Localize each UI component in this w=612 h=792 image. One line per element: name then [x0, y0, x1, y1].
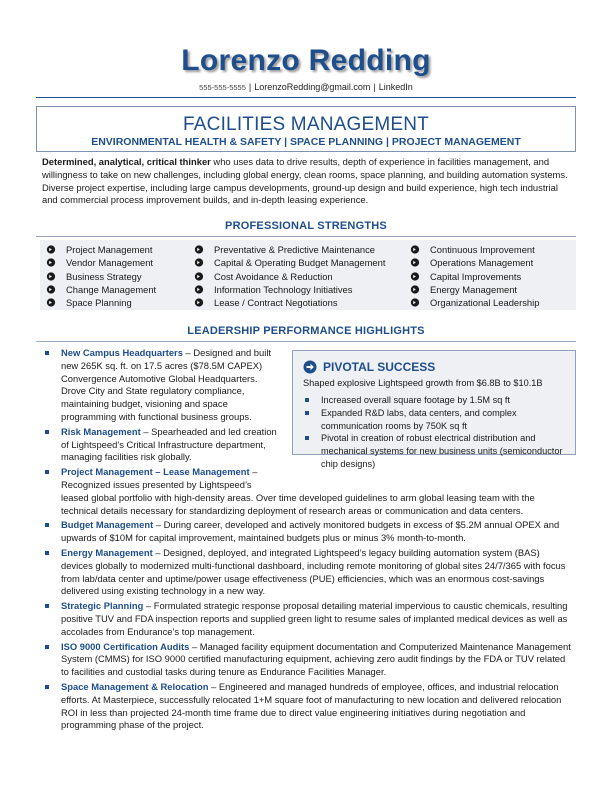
summary-lead: Determined, analytical, critical thinker	[42, 156, 211, 167]
summary-text: who uses data to drive results, depth of experience in facilities management, and willingness to take on new challenges, including global energy, clean rooms, space planning, and building automation systems. Diverse project expertise, including large campus developments, ground-up design and build experience, high tech industrial and commercial process improvement builds, and in-depth leasing experience.	[42, 156, 568, 206]
contact-separator: |	[248, 82, 252, 92]
arrow-circle-right-icon	[410, 258, 420, 267]
arrow-circle-right-icon	[194, 272, 204, 281]
square-bullet-icon	[45, 351, 49, 355]
strength-label: Change Management	[66, 283, 157, 295]
strength-label: Organizational Leadership	[430, 297, 540, 309]
pivotal-bullet-text: Pivotal in creation of robust electrical distribution and mechanical systems for new business units (semiconductor chip designs)	[321, 433, 563, 469]
highlight-item	[44, 681, 574, 732]
strengths-column	[194, 243, 385, 309]
strength-item	[46, 256, 156, 269]
highlight-lead: Space Management & Relocation	[61, 680, 209, 692]
strength-label: Project Management	[66, 244, 153, 255]
square-bullet-icon	[45, 604, 49, 608]
square-bullet-icon	[45, 470, 49, 474]
square-bullet-icon	[45, 645, 49, 649]
headline-subtitle: ENVIRONMENTAL HEALTH & SAFETY | SPACE PLANNING | PROJECT MANAGEMENT	[91, 136, 521, 148]
strength-item	[194, 296, 385, 309]
pivotal-lead: Shaped explosive Lightspeed growth from $6.8B to $10.1B	[303, 378, 543, 388]
arrow-circle-right-icon	[46, 272, 56, 281]
arrow-circle-right-icon	[46, 285, 56, 294]
email[interactable]: LorenzoRedding@gmail.com	[254, 82, 371, 92]
header-rule	[36, 97, 576, 98]
strength-item	[46, 296, 156, 309]
arrow-circle-right-icon	[194, 245, 204, 254]
strengths-column	[46, 243, 156, 309]
highlight-text: – During career, developed and actively monitored budgets in excess of $5.2M annual OPEX and upwards of $10M for capital improvement, maintained budgets plus or minus 3% month-to-month.	[61, 519, 560, 544]
square-bullet-icon	[45, 523, 49, 527]
arrow-circle-right-icon	[410, 285, 420, 294]
highlight-text: – Designed and built new 265K sq. ft. on 17.5 acres ($78.5M CAPEX) Convergence Automotive Global Headquarters. Drove City and State regulatory compliance, maintaining budget, visioning and space programming with functional business groups.	[61, 347, 272, 422]
strength-item	[410, 296, 539, 309]
arrow-circle-right-icon	[410, 245, 420, 254]
strength-label: Business Strategy	[66, 270, 142, 282]
strengths-column	[410, 243, 539, 309]
strength-label: Operations Management	[430, 257, 534, 269]
pivotal-heading: PIVOTAL SUCCESS	[323, 360, 436, 374]
strength-label: Information Technology Initiatives	[214, 283, 353, 295]
candidate-name: Lorenzo Redding	[181, 44, 431, 77]
highlight-text: – Engineered and managed hundreds of employee, offices, and industrial relocation efforts. At Masterpiece, successfully relocated 1+M square foot of manufacturing to new location and delivered relocation ROI in less than projected 24-month time frame due to direct value engineering initiatives during negotiation and programming phase of the project.	[61, 680, 562, 731]
linkedin-link[interactable]: LinkedIn	[378, 82, 413, 92]
strength-item	[410, 270, 539, 283]
arrow-circle-right-icon	[410, 298, 420, 307]
summary-paragraph	[42, 156, 572, 207]
contact-line	[0, 82, 612, 92]
strength-label: Capital Improvements	[430, 270, 522, 282]
pivotal-bullet-text: Increased overall square footage by 1.5M sq ft	[321, 395, 510, 405]
highlight-lead: Energy Management	[61, 546, 153, 558]
headline-title: FACILITIES MANAGEMENT	[183, 114, 429, 135]
highlight-text: – Spearheaded and led creation of Lightspeed’s Critical Infrastructure department, managing facilities risk globally.	[61, 425, 277, 463]
highlight-item	[44, 547, 574, 598]
strength-item	[194, 256, 385, 269]
arrow-circle-right-icon	[46, 245, 56, 254]
strength-label: Space Planning	[66, 297, 132, 309]
strength-item	[194, 270, 385, 283]
highlights-rule	[36, 341, 576, 342]
strength-label: Energy Management	[430, 283, 518, 295]
highlight-lead: Budget Management	[61, 519, 154, 531]
phone: 555-555-5555	[199, 83, 246, 92]
strength-item	[46, 283, 156, 296]
highlight-text: – Managed facility equipment documentation and Computerized Maintenance Management System (CMMS) for ISO 9000 certified manufacturing equipment, achieving zero audit findings by the FDA or TUV related to facilities and custodial tasks during tenure as Endurance Facilities Manager.	[61, 640, 571, 678]
arrow-circle-right-icon	[46, 258, 56, 267]
highlight-item	[44, 426, 283, 464]
strength-item	[410, 243, 539, 256]
highlight-item	[44, 519, 574, 545]
strength-item	[410, 283, 539, 296]
strength-label: Preventative & Predictive Maintenance	[214, 244, 376, 255]
strength-item	[194, 243, 385, 256]
highlights-heading: LEADERSHIP PERFORMANCE HIGHLIGHTS	[187, 325, 425, 337]
arrow-circle-right-icon	[194, 285, 204, 294]
strength-item	[410, 256, 539, 269]
headline-box	[36, 106, 576, 152]
contact-separator: |	[373, 82, 376, 92]
square-bullet-icon	[45, 551, 49, 555]
strength-label: Continuous Improvement	[430, 244, 535, 255]
strength-label: Vendor Management	[66, 257, 154, 269]
highlight-item	[44, 641, 574, 679]
strength-label: Cost Avoidance & Reduction	[214, 270, 333, 282]
strength-item	[46, 270, 156, 283]
strengths-heading: PROFESSIONAL STRENGTHS	[225, 220, 387, 232]
highlight-lead: Risk Management	[61, 425, 141, 437]
arrow-circle-right-icon	[410, 272, 420, 281]
highlight-lead: New Campus Headquarters	[61, 347, 183, 358]
highlight-item	[44, 347, 283, 424]
highlight-text: – Recognized issues presented by Lightspeed’s leased global portfolio with high-density areas. Over time developed guidelines to arm global leasing team with the technical details necessary for standardizing deployment of research areas or communication and data centers.	[61, 466, 535, 516]
square-bullet-icon	[45, 685, 49, 689]
wrap-spacer	[260, 466, 574, 480]
strengths-panel	[40, 240, 576, 310]
arrow-circle-right-icon	[46, 298, 56, 307]
highlight-lead: Project Management – Lease Management	[61, 466, 250, 478]
strength-label: Lease / Contract Negotiations	[214, 297, 338, 309]
square-bullet-icon	[45, 430, 49, 434]
highlight-lead: ISO 9000 Certification Audits	[61, 640, 190, 652]
pivotal-bullet-text: Expanded R&D labs, data centers, and complex communication rooms by 750K sq ft	[321, 407, 517, 431]
strength-item	[194, 283, 385, 296]
arrow-circle-right-icon	[194, 298, 204, 307]
highlights-list	[44, 347, 574, 734]
highlight-item	[44, 600, 574, 638]
highlight-item	[44, 466, 574, 517]
arrow-circle-right-icon	[194, 258, 204, 267]
strength-item	[46, 243, 156, 256]
highlight-text: – Designed, deployed, and integrated Lightspeed’s legacy building automation system (BAS) devices globally to modernized multi-functional dashboard, including remote monitoring of global sites 24/7/365 with focus from lab/data center and uptime/power usage effectiveness (PUE) efficiencies, which was an enormous cost-savings delivered using existing technology in a new way.	[61, 546, 566, 597]
strengths-rule	[36, 236, 576, 237]
highlight-text: – Formulated strategic response proposal detailing material impervious to caustic chemicals, resulting positive TUV and FDA inspection reports and supplied green light to resume sales of implanted medical devices as well as accolades from Endurance’s top management.	[61, 600, 568, 637]
strength-label: Capital & Operating Budget Management	[214, 257, 386, 269]
highlight-lead: Strategic Planning	[61, 600, 144, 612]
